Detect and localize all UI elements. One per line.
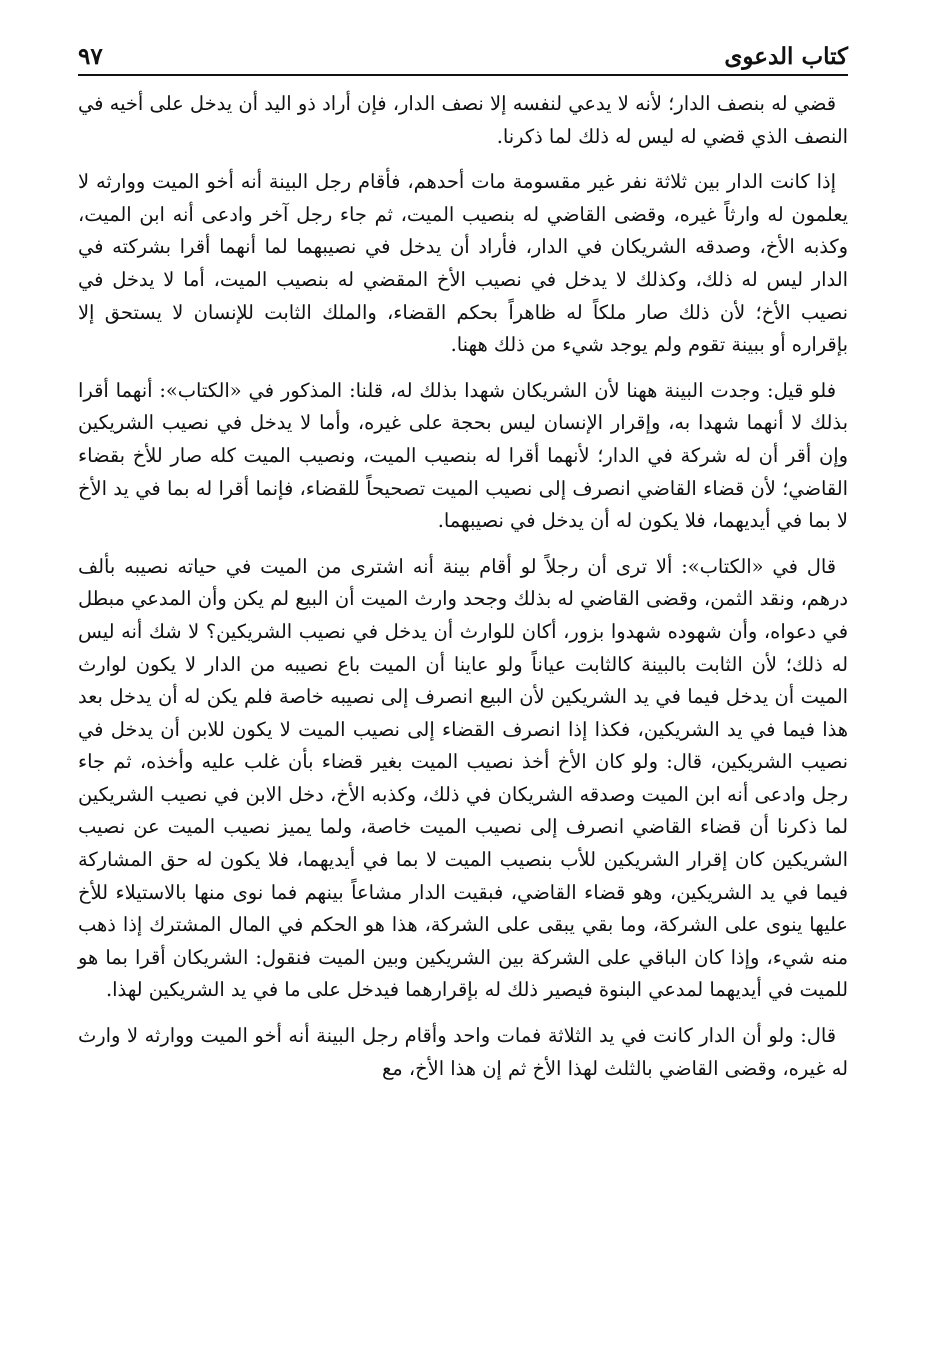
paragraph-2: إذا كانت الدار بين ثلاثة نفر غير مقسومة مات أحدهم، فأقام رجل البينة أنه أخو الميت ووارثه لا يعلمون له وارثاً غيره، وقضى القاضي له بنصيب الميت، ثم جاء رجل آخر وادعى أنه ابن الميت، وكذبه الأخ، وصدقه الشريكان في الدار، فأراد أن يدخل في نصيبهما لما أنهما أقرا بشركته في الدار ليس له ذلك، وكذلك لا يدخل في نصيب الأخ المقضي له بنصيب الميت، أما لا يدخل في نصيب الأخ؛ لأن ذلك صار ملكاً له ظاهراً بحكم القضاء، والملك الثابت للإنسان لا يستحق إلا بإقراره أو ببينة تقوم ولم يوجد شيء من ذلك ههنا.	[78, 170, 848, 357]
paragraph-1: قضي له بنصف الدار؛ لأنه لا يدعي لنفسه إلا نصف الدار، فإن أراد ذو اليد أن يدخل على أخيه في النصف الذي قضي له ليس له ذلك لما ذكرنا.	[78, 92, 848, 148]
page-body	[78, 88, 848, 1098]
paragraph-3: فلو قيل: وجدت البينة ههنا لأن الشريكان شهدا بذلك له، قلنا: المذكور في «الكتاب»: أنهما أقرا بذلك لا أنهما شهدا به، وإقرار الإنسان ليس بحجة على غيره، وأما لا يدخل في نصيب الشريكين وإن أقر أن له شركة في الدار؛ لأنهما أقرا له بنصيب الميت، ونصيب الميت كله صار للأخ بقضاء القاضي؛ لأن قضاء القاضي انصرف إلى نصيب الميت تصحيحاً للقضاء، فإنما أقرا له بما في يد الأخ لا بما في أيديهما، فلا يكون له أن يدخل في نصيبهما.	[78, 378, 848, 533]
paragraph-5: قال: ولو أن الدار كانت في يد الثلاثة فمات واحد وأقام رجل البينة أنه أخو الميت ووارثه لا وارث له غيره، وقضى القاضي بالثلث لهذا الأخ ثم إن هذا الأخ، مع	[78, 1024, 848, 1080]
paragraph-4: قال في «الكتاب»: ألا ترى أن رجلاً لو أقام بينة أنه اشترى من الميت في حياته نصيبه بألف درهم، ونقد الثمن، وقضى القاضي له بذلك وجحد وارث الميت أن البيع لم يكن وأن المدعي مبطل في دعواه، وأن شهوده شهدوا بزور، أكان للوارث أن يدخل في نصيب الشريكين؟ لا شك أنه ليس له ذلك؛ لأن الثابت بالبينة كالثابت عياناً ولو عاينا أن الميت باع نصيبه من الدار لا يكون لوارث الميت أن يدخل فيما في يد الشريكين لأن البيع انصرف إلى نصيبه خاصة فلم يكن له أن يدخل بعد هذا فيما في يد الشريكين، فكذا إذا انصرف القضاء إلى نصيب الميت لا يكون للابن أن يدخل في نصيب الشريكين، قال: ولو كان الأخ أخذ نصيب الميت بغير قضاء بأن غلب عليه وأخذه، ثم جاء رجل وادعى أنه ابن الميت وصدقه الشريكان في ذلك، وكذبه الأخ، دخل الابن في نصيب الشريكين لما ذكرنا أن قضاء القاضي انصرف إلى نصيب الميت خاصة، ولما يميز نصيب الميت عن نصيب الشريكين كان إقرار الشريكين للأب بنصيب الميت لا بما في أيديهما، فلا يكون له حق المشاركة فيما في يد الشريكين، وهو قضاء القاضي، فبقيت الدار مشاعاً بينهم فما نوى منها بالاستيلاء للأخ عليها ينوى على الشركة، وما بقي يبقى على الشركة، هذا هو الحكم في المال المشترك إذا ذهب منه شيء، وإذا كان الباقي على الشركة بين الشريكين وبين الميت فنقول: الشريكان أقرا بما هو للميت في أيديهما لمدعي البنوة فيصير ذلك له بإقرارهما فيدخل على ما في يد الشريكين لهذا.	[78, 554, 848, 1002]
book-title: كتاب الدعوى	[724, 43, 848, 70]
page-number: ٩٧	[78, 43, 103, 70]
page-header	[78, 30, 848, 76]
